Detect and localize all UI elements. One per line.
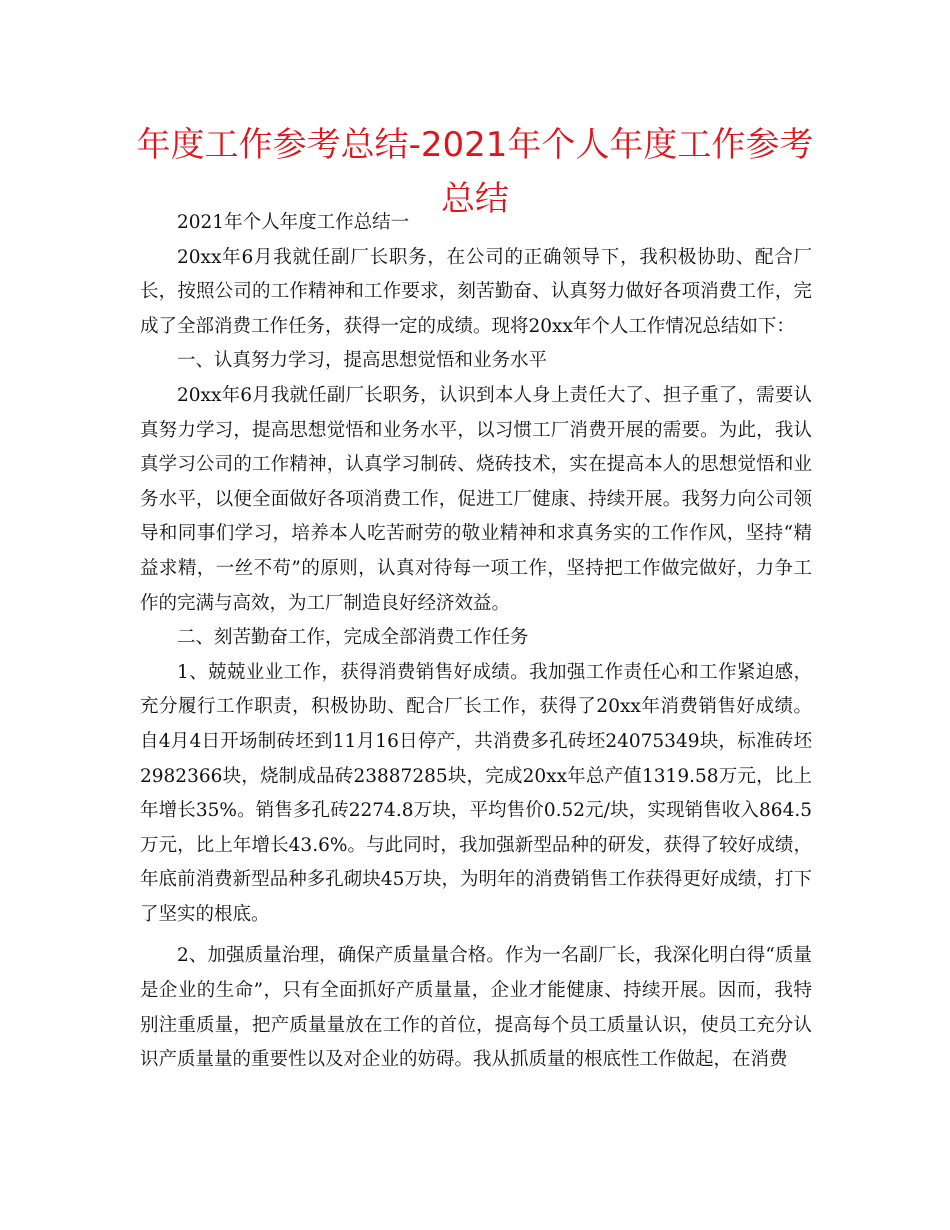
section-heading: 二、刻苦勤奋工作，完成全部消费工作任务 bbox=[177, 627, 529, 649]
document-body bbox=[140, 206, 812, 1078]
document-title: 年度工作参考总结-2021年个人年度工作参考总结 bbox=[136, 125, 814, 219]
paragraph: 1、兢兢业业工作，获得消费销售好成绩。我加强工作责任心和工作紧迫感，充分履行工作职责，积极协助、配合厂长工作，获得了20xx年消费销售好成绩。自4月4日开场制砖坯到11月16日停产，共消费多孔砖坯24075349块，标准砖坯2982366块，烧制成品砖23887285块，完成20xx年总产值1319.58万元，比上年增长35%。销售多孔砖2274.8万块，平均售价0.52元/块，实现销售收入864.5万元，比上年增长43.6%。与此同时，我加强新型品种的研发，获得了较好成绩，年底前消费新型品种多孔砌块45万块，为明年的消费销售工作获得更好成绩，打下了坚实的根底。 bbox=[140, 661, 812, 925]
section-heading: 2021年个人年度工作总结一 bbox=[177, 212, 410, 233]
section-heading: 一、认真努力学习，提高思想觉悟和业务水平 bbox=[177, 350, 548, 372]
paragraph: 20xx年6月我就任副厂长职务，在公司的正确领导下，我积极协助、配合厂长，按照公司的工作精神和工作要求，刻苦勤奋、认真努力做好各项消费工作，完成了全部消费工作任务，获得一定的成绩。现将20xx年个人工作情况总结如下： bbox=[140, 246, 812, 337]
paragraph: 20xx年6月我就任副厂长职务，认识到本人身上责任大了、担子重了，需要认真努力学习，提高思想觉悟和业务水平，以习惯工厂消费开展的需要。为此，我认真学习公司的工作精神，认真学习制砖、烧砖技术，实在提高本人的思想觉悟和业务水平，以便全面做好各项消费工作，促进工厂健康、持续开展。我努力向公司领导和同事们学习，培养本人吃苦耐劳的敬业精神和求真务实的工作作风，坚持“精益求精，一丝不苟”的原则，认真对待每一项工作，坚持把工作做完做好，力争工作的完满与高效，为工厂制造良好经济效益。 bbox=[140, 384, 812, 614]
paragraph: 2、加强质量治理，确保产质量量合格。作为一名副厂长，我深化明白得“质量是企业的生命”，只有全面抓好产质量量，企业才能健康、持续开展。因而，我特别注重质量，把产质量量放在工作的首位，提高每个员工质量认识，使员工充分认识产质量量的重要性以及对企业的妨碍。我从抓质量的根底性工作做起，在消费 bbox=[140, 945, 812, 1071]
